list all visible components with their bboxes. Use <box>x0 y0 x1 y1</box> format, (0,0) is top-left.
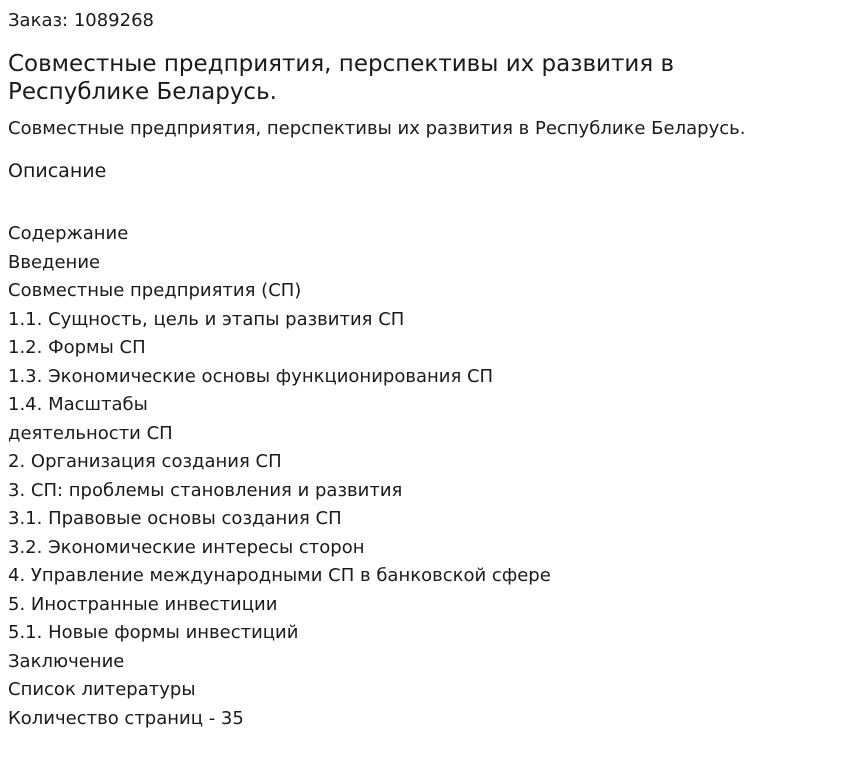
toc-item: 3. СП: проблемы становления и развития <box>8 479 403 501</box>
toc-item: деятельности СП <box>8 422 173 444</box>
toc-item: 3.2. Экономические интересы сторон <box>8 536 365 558</box>
toc-item: 1.3. Экономические основы функционирования СП <box>8 365 494 387</box>
toc-item: 4. Управление международными СП в банковской сфере <box>8 565 551 586</box>
toc-item: 1.1. Сущность, цель и этапы развития СП <box>8 308 405 330</box>
toc-item: Заключение <box>8 650 125 672</box>
table-of-contents <box>8 220 839 733</box>
description-label: Описание <box>8 160 107 182</box>
order-number: Заказ: 1089268 <box>8 10 154 31</box>
page-title: Совместные предприятия, перспективы их развития в Республике Беларусь. <box>8 51 675 105</box>
toc-item: 3.1. Правовые основы создания СП <box>8 508 342 529</box>
toc-item: Совместные предприятия (СП) <box>8 280 302 301</box>
toc-item: Количество страниц - 35 <box>8 707 244 729</box>
page-subtitle: Совместные предприятия, перспективы их развития в Республике Беларусь. <box>8 118 746 139</box>
toc-item: 2. Организация создания СП <box>8 451 282 472</box>
toc-item: Введение <box>8 251 101 273</box>
toc-item: Содержание <box>8 223 129 244</box>
toc-item: 1.2. Формы СП <box>8 337 146 358</box>
toc-item: 5. Иностранные инвестиции <box>8 593 278 615</box>
toc-item: Список литературы <box>8 679 196 700</box>
toc-item: 1.4. Масштабы <box>8 394 148 415</box>
toc-item: 5.1. Новые формы инвестиций <box>8 622 299 643</box>
